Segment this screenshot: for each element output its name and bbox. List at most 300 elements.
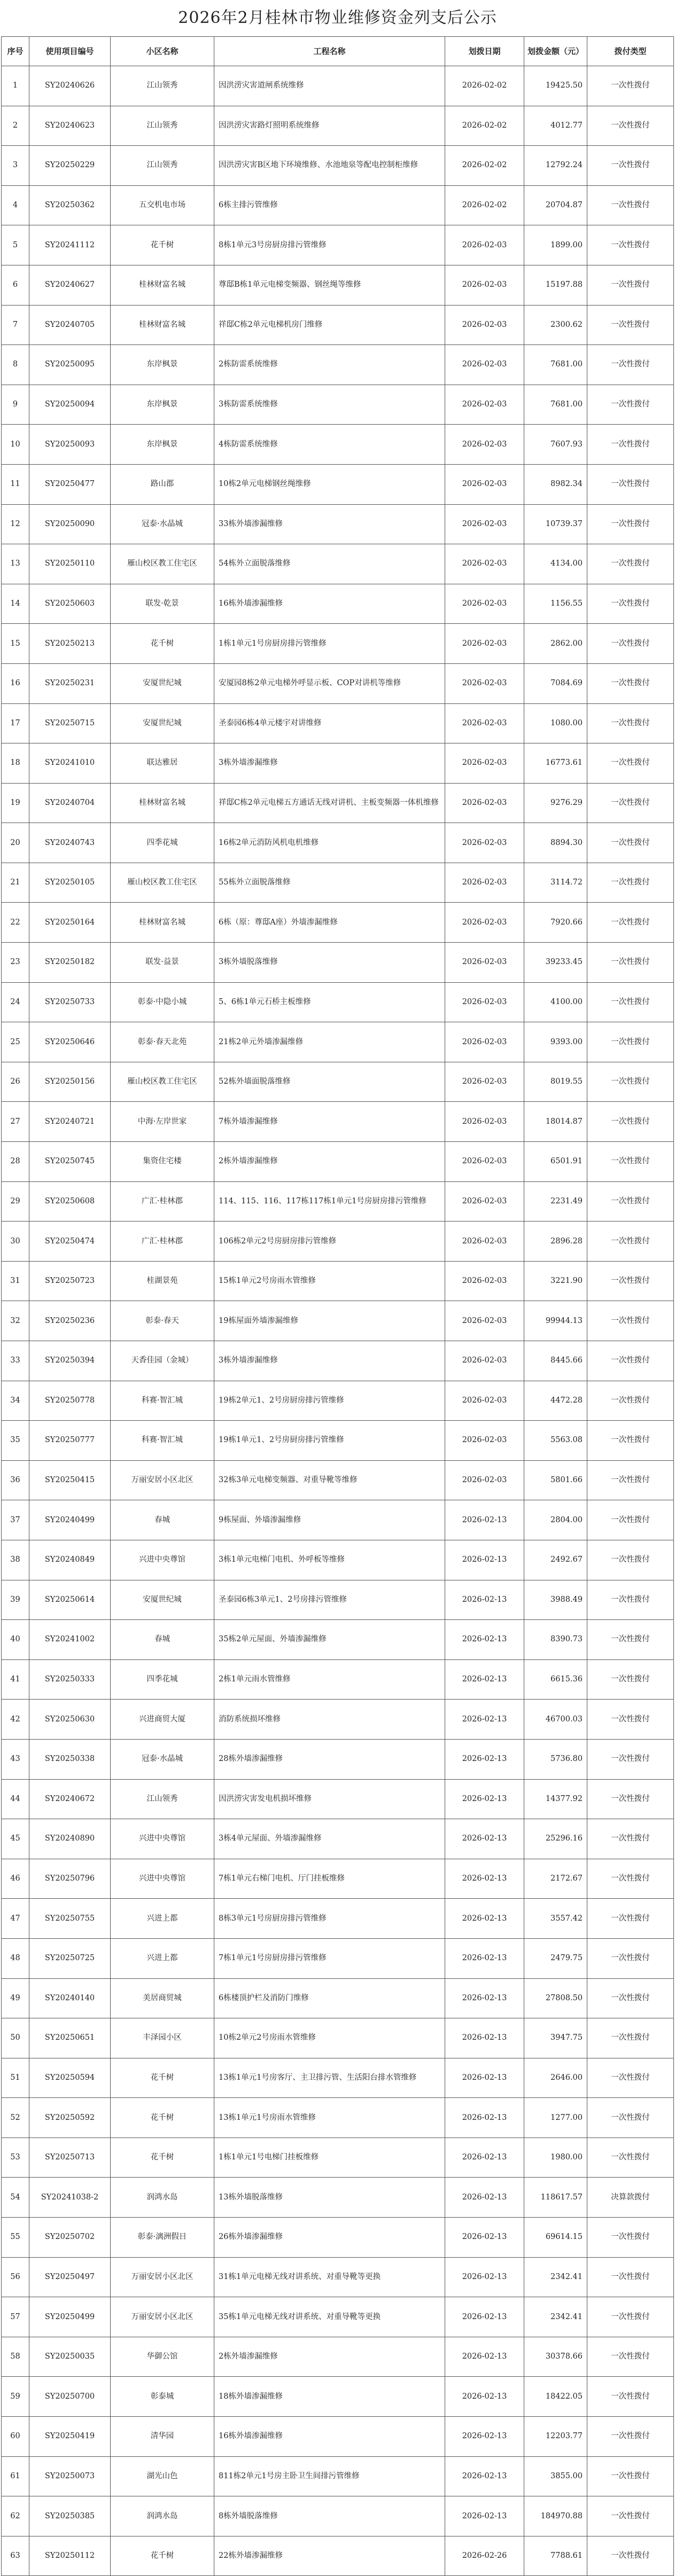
cell-amount: 6615.36	[524, 1659, 587, 1700]
cell-project: 尊邸B栋1单元电梯变频器、钢丝绳等维修	[214, 265, 445, 305]
cell-area: 彰泰·中隐小城	[111, 982, 214, 1022]
cell-type: 一次性拨付	[587, 1142, 674, 1182]
cell-amount: 3557.42	[524, 1899, 587, 1939]
cell-area: 江山领秀	[111, 1779, 214, 1819]
cell-type: 一次性拨付	[587, 305, 674, 345]
cell-amount: 6501.91	[524, 1142, 587, 1182]
cell-project: 3栋4单元屋面、外墙渗漏维修	[214, 1819, 445, 1859]
cell-date: 2026-02-03	[445, 1102, 524, 1142]
cell-project: 28栋外墙渗漏维修	[214, 1739, 445, 1779]
cell-amount: 8894.30	[524, 823, 587, 863]
cell-type: 一次性拨付	[587, 2218, 674, 2258]
cell-date: 2026-02-13	[445, 2098, 524, 2138]
cell-amount: 69614.15	[524, 2218, 587, 2258]
cell-project: 811栋2单元1号房主卧卫生间排污管维修	[214, 2456, 445, 2496]
cell-no: 25	[2, 1022, 29, 1062]
cell-code: SY20240627	[29, 265, 111, 305]
cell-amount: 7920.66	[524, 903, 587, 943]
cell-amount: 2231.49	[524, 1181, 587, 1222]
cell-amount: 1980.00	[524, 2137, 587, 2178]
cell-date: 2026-02-13	[445, 1859, 524, 1899]
table-row	[2, 464, 674, 504]
cell-date: 2026-02-03	[445, 305, 524, 345]
cell-amount: 4472.28	[524, 1381, 587, 1421]
cell-no: 4	[2, 185, 29, 225]
cell-project: 2栋防雷系统维修	[214, 345, 445, 385]
cell-type: 一次性拨付	[587, 1341, 674, 1381]
cell-code: SY20250603	[29, 584, 111, 624]
cell-code: SY20250415	[29, 1460, 111, 1500]
cell-code: SY20250094	[29, 385, 111, 425]
cell-date: 2026-02-13	[445, 2178, 524, 2218]
cell-type: 一次性拨付	[587, 982, 674, 1022]
cell-project: 2栋外墙渗漏维修	[214, 2337, 445, 2377]
cell-no: 37	[2, 1500, 29, 1540]
cell-date: 2026-02-13	[445, 1978, 524, 2018]
cell-project: 5、6栋1单元石桥主板维修	[214, 982, 445, 1022]
cell-area: 四季花城	[111, 823, 214, 863]
cell-no: 35	[2, 1421, 29, 1461]
page-title: 2026年2月桂林市物业维修资金列支后公示	[178, 9, 497, 27]
cell-date: 2026-02-13	[445, 1700, 524, 1740]
cell-project: 7栋1单元右梯门电机、厅门挂板维修	[214, 1859, 445, 1899]
cell-type: 一次性拨付	[587, 1859, 674, 1899]
cell-area: 集资住宅楼	[111, 1142, 214, 1182]
cell-date: 2026-02-13	[445, 1938, 524, 1978]
cell-amount: 25296.16	[524, 1819, 587, 1859]
cell-date: 2026-02-03	[445, 1142, 524, 1182]
cell-date: 2026-02-03	[445, 425, 524, 465]
cell-project: 114、115、116、117栋117栋1单元1号房厨房排污管维修	[214, 1181, 445, 1222]
cell-code: SY20250236	[29, 1301, 111, 1341]
table-row	[2, 1222, 674, 1262]
cell-date: 2026-02-13	[445, 2257, 524, 2297]
cell-no: 62	[2, 2496, 29, 2536]
cell-code: SY20240849	[29, 1540, 111, 1580]
cell-no: 63	[2, 2536, 29, 2576]
cell-project: 13栋1单元1号房客厅、主卫排污管、生活阳台排水管维修	[214, 2058, 445, 2098]
table-row	[2, 2218, 674, 2258]
cell-amount: 184970.88	[524, 2496, 587, 2536]
cell-project: 19栋2单元1、2号房厨房排污管维修	[214, 1381, 445, 1421]
cell-type: 一次性拨付	[587, 504, 674, 544]
cell-code: SY20250333	[29, 1659, 111, 1700]
cell-no: 53	[2, 2137, 29, 2178]
cell-type: 一次性拨付	[587, 1181, 674, 1222]
cell-no: 28	[2, 1142, 29, 1182]
cell-date: 2026-02-03	[445, 1301, 524, 1341]
cell-amount: 118617.57	[524, 2178, 587, 2218]
table-row	[2, 146, 674, 186]
table-row	[2, 663, 674, 703]
cell-code: SY20250112	[29, 2536, 111, 2576]
table-row	[2, 2337, 674, 2377]
cell-type: 决算款拨付	[587, 2178, 674, 2218]
cell-no: 52	[2, 2098, 29, 2138]
cell-type: 一次性拨付	[587, 2058, 674, 2098]
cell-amount: 2342.41	[524, 2297, 587, 2337]
cell-code: SY20250073	[29, 2456, 111, 2496]
table-row	[2, 2417, 674, 2457]
cell-area: 兴进中央尊馆	[111, 1819, 214, 1859]
cell-amount: 30378.66	[524, 2337, 587, 2377]
table-row	[2, 2058, 674, 2098]
cell-area: 安厦世纪城	[111, 703, 214, 743]
table-row	[2, 1341, 674, 1381]
cell-amount: 5736.80	[524, 1739, 587, 1779]
cell-date: 2026-02-02	[445, 106, 524, 146]
cell-code: SY20250713	[29, 2137, 111, 2178]
cell-project: 8栋3单元1号房厨房排污管维修	[214, 1899, 445, 1939]
cell-area: 江山领秀	[111, 66, 214, 106]
cell-no: 19	[2, 783, 29, 823]
table-row	[2, 106, 674, 146]
cell-project: 52栋外墙面脱落维修	[214, 1062, 445, 1102]
cell-date: 2026-02-13	[445, 2496, 524, 2536]
cell-code: SY20250796	[29, 1859, 111, 1899]
cell-date: 2026-02-02	[445, 185, 524, 225]
cell-no: 16	[2, 663, 29, 703]
cell-area: 花千树	[111, 225, 214, 265]
cell-project: 祥邸C栋2单元电梯机房门维修	[214, 305, 445, 345]
cell-code: SY20250110	[29, 544, 111, 584]
cell-code: SY20250646	[29, 1022, 111, 1062]
cell-area: 花千树	[111, 2058, 214, 2098]
cell-area: 中海·左岸世家	[111, 1102, 214, 1142]
cell-no: 51	[2, 2058, 29, 2098]
cell-no: 30	[2, 1222, 29, 1262]
cell-project: 16栋2单元消防风机电机维修	[214, 823, 445, 863]
cell-type: 一次性拨付	[587, 2456, 674, 2496]
cell-amount: 3855.00	[524, 2456, 587, 2496]
cell-amount: 12203.77	[524, 2417, 587, 2457]
cell-project: 3栋1单元电梯门电机、外呼板等维修	[214, 1540, 445, 1580]
cell-code: SY20250733	[29, 982, 111, 1022]
cell-type: 一次性拨付	[587, 1460, 674, 1500]
cell-amount: 4134.00	[524, 544, 587, 584]
table-row	[2, 1301, 674, 1341]
cell-code: SY20240704	[29, 783, 111, 823]
cell-no: 56	[2, 2257, 29, 2297]
cell-code: SY20240623	[29, 106, 111, 146]
cell-amount: 16773.61	[524, 743, 587, 784]
cell-no: 46	[2, 1859, 29, 1899]
cell-project: 2栋外墙渗漏维修	[214, 1142, 445, 1182]
cell-no: 27	[2, 1102, 29, 1142]
cell-amount: 5563.08	[524, 1421, 587, 1461]
cell-project: 消防系统损坏维修	[214, 1700, 445, 1740]
cell-project: 因洪涝灾害B区地下环境维修、水池地泉等配电控制柜维修	[214, 146, 445, 186]
table-row	[2, 982, 674, 1022]
cell-project: 35栋1单元电梯无线对讲系统、对重导靴等更换	[214, 2297, 445, 2337]
cell-amount: 2646.00	[524, 2058, 587, 2098]
cell-code: SY20250608	[29, 1181, 111, 1222]
header-amount: 划拨金额（元）	[524, 37, 587, 66]
cell-area: 冠泰·水晶城	[111, 504, 214, 544]
cell-no: 41	[2, 1659, 29, 1700]
cell-no: 54	[2, 2178, 29, 2218]
cell-code: SY20241010	[29, 743, 111, 784]
cell-date: 2026-02-03	[445, 1181, 524, 1222]
table-row	[2, 185, 674, 225]
table-row	[2, 1102, 674, 1142]
cell-type: 一次性拨付	[587, 1062, 674, 1102]
cell-type: 一次性拨付	[587, 1580, 674, 1620]
cell-area: 联达雅居	[111, 743, 214, 784]
table-row	[2, 1580, 674, 1620]
cell-code: SY20250755	[29, 1899, 111, 1939]
table-row	[2, 345, 674, 385]
cell-no: 1	[2, 66, 29, 106]
cell-code: SY20250723	[29, 1261, 111, 1301]
cell-amount: 3988.49	[524, 1580, 587, 1620]
cell-date: 2026-02-26	[445, 2536, 524, 2576]
cell-date: 2026-02-03	[445, 464, 524, 504]
cell-type: 一次性拨付	[587, 2137, 674, 2178]
cell-code: SY20250725	[29, 1938, 111, 1978]
cell-type: 一次性拨付	[587, 2337, 674, 2377]
cell-project: 8栋外墙脱落维修	[214, 2496, 445, 2536]
cell-project: 8栋1单元3号房厨房排污管维修	[214, 225, 445, 265]
cell-no: 20	[2, 823, 29, 863]
table-row	[2, 1062, 674, 1102]
cell-code: SY20250499	[29, 2297, 111, 2337]
cell-type: 一次性拨付	[587, 943, 674, 983]
cell-area: 万丽安居小区北区	[111, 2297, 214, 2337]
cell-type: 一次性拨付	[587, 2377, 674, 2417]
table-row	[2, 1739, 674, 1779]
table-row	[2, 1620, 674, 1660]
table-row	[2, 783, 674, 823]
cell-no: 57	[2, 2297, 29, 2337]
cell-project: 106栋2单元2号房厨房排污管维修	[214, 1222, 445, 1262]
cell-type: 一次性拨付	[587, 1819, 674, 1859]
cell-date: 2026-02-03	[445, 265, 524, 305]
cell-code: SY20250594	[29, 2058, 111, 2098]
cell-amount: 3221.90	[524, 1261, 587, 1301]
cell-date: 2026-02-03	[445, 1261, 524, 1301]
cell-type: 一次性拨付	[587, 703, 674, 743]
cell-date: 2026-02-03	[445, 903, 524, 943]
table-row	[2, 1779, 674, 1819]
cell-type: 一次性拨付	[587, 624, 674, 664]
table-row	[2, 305, 674, 345]
cell-code: SY20250745	[29, 1142, 111, 1182]
table-header-row	[2, 37, 674, 66]
cell-date: 2026-02-03	[445, 624, 524, 664]
cell-area: 万丽安居小区北区	[111, 2257, 214, 2297]
table-row	[2, 1261, 674, 1301]
cell-project: 33栋外墙渗漏维修	[214, 504, 445, 544]
cell-area: 科赛·智汇城	[111, 1381, 214, 1421]
cell-type: 一次性拨付	[587, 2297, 674, 2337]
table-row	[2, 1859, 674, 1899]
cell-no: 58	[2, 2337, 29, 2377]
cell-type: 一次性拨付	[587, 1739, 674, 1779]
cell-project: 19栋屋面外墙渗漏维修	[214, 1301, 445, 1341]
cell-amount: 2862.00	[524, 624, 587, 664]
table-row	[2, 504, 674, 544]
table-row	[2, 1460, 674, 1500]
cell-area: 华御公馆	[111, 2337, 214, 2377]
cell-amount: 5801.66	[524, 1460, 587, 1500]
cell-area: 东岸枫景	[111, 345, 214, 385]
cell-project: 26栋外墙渗漏维修	[214, 2218, 445, 2258]
cell-amount: 1080.00	[524, 703, 587, 743]
cell-date: 2026-02-13	[445, 2218, 524, 2258]
cell-project: 因洪涝灾害路灯照明系统维修	[214, 106, 445, 146]
cell-date: 2026-02-03	[445, 584, 524, 624]
cell-project: 7栋外墙渗漏维修	[214, 1102, 445, 1142]
table-row	[2, 863, 674, 903]
cell-area: 润鸿水岛	[111, 2496, 214, 2536]
cell-amount: 1899.00	[524, 225, 587, 265]
cell-no: 59	[2, 2377, 29, 2417]
cell-date: 2026-02-03	[445, 1341, 524, 1381]
cell-code: SY20250229	[29, 146, 111, 186]
table-row	[2, 1540, 674, 1580]
cell-code: SY20240721	[29, 1102, 111, 1142]
cell-no: 31	[2, 1261, 29, 1301]
cell-area: 丰泽园小区	[111, 2018, 214, 2058]
cell-no: 39	[2, 1580, 29, 1620]
cell-area: 彰泰·春天	[111, 1301, 214, 1341]
cell-project: 6栋楼顶护栏及消防门维修	[214, 1978, 445, 2018]
cell-project: 3栋外墙渗漏维修	[214, 743, 445, 784]
table-row	[2, 66, 674, 106]
table-row	[2, 2257, 674, 2297]
cell-type: 一次性拨付	[587, 663, 674, 703]
cell-date: 2026-02-13	[445, 1580, 524, 1620]
cell-no: 21	[2, 863, 29, 903]
cell-date: 2026-02-13	[445, 2137, 524, 2178]
cell-type: 一次性拨付	[587, 743, 674, 784]
cell-amount: 9393.00	[524, 1022, 587, 1062]
cell-code: SY20250592	[29, 2098, 111, 2138]
cell-project: 13栋1单元1号房雨水管维修	[214, 2098, 445, 2138]
cell-type: 一次性拨付	[587, 1301, 674, 1341]
cell-no: 49	[2, 1978, 29, 2018]
cell-area: 美居商贸城	[111, 1978, 214, 2018]
cell-amount: 39233.45	[524, 943, 587, 983]
cell-area: 天香佳园（金城）	[111, 1341, 214, 1381]
cell-date: 2026-02-03	[445, 783, 524, 823]
cell-code: SY20250651	[29, 2018, 111, 2058]
table-row	[2, 2377, 674, 2417]
cell-no: 60	[2, 2417, 29, 2457]
cell-area: 春城	[111, 1500, 214, 1540]
cell-code: SY20241112	[29, 225, 111, 265]
cell-area: 彰泰·漓洲假日	[111, 2218, 214, 2258]
cell-type: 一次性拨付	[587, 225, 674, 265]
cell-code: SY20240140	[29, 1978, 111, 2018]
cell-project: 因洪涝灾害发电机损坏维修	[214, 1779, 445, 1819]
cell-amount: 8019.55	[524, 1062, 587, 1102]
cell-area: 四季花城	[111, 1659, 214, 1700]
cell-code: SY20250156	[29, 1062, 111, 1102]
cell-project: 3栋外墙渗漏维修	[214, 1341, 445, 1381]
cell-type: 一次性拨付	[587, 185, 674, 225]
cell-no: 26	[2, 1062, 29, 1102]
cell-area: 桂林财富名城	[111, 265, 214, 305]
cell-type: 一次性拨付	[587, 1222, 674, 1262]
header-date: 划拨日期	[445, 37, 524, 66]
cell-date: 2026-02-03	[445, 703, 524, 743]
cell-code: SY20250777	[29, 1421, 111, 1461]
cell-date: 2026-02-03	[445, 943, 524, 983]
cell-code: SY20240499	[29, 1500, 111, 1540]
cell-type: 一次性拨付	[587, 106, 674, 146]
table-row	[2, 1899, 674, 1939]
cell-area: 东岸枫景	[111, 425, 214, 465]
cell-code: SY20250095	[29, 345, 111, 385]
cell-date: 2026-02-03	[445, 982, 524, 1022]
cell-no: 40	[2, 1620, 29, 1660]
cell-code: SY20240705	[29, 305, 111, 345]
cell-date: 2026-02-03	[445, 1421, 524, 1461]
cell-project: 21栋2单元外墙渗漏维修	[214, 1022, 445, 1062]
cell-type: 一次性拨付	[587, 783, 674, 823]
cell-project: 7栋1单元1号房厨房排污管维修	[214, 1938, 445, 1978]
cell-amount: 46700.03	[524, 1700, 587, 1740]
table-row	[2, 1659, 674, 1700]
cell-no: 48	[2, 1938, 29, 1978]
cell-area: 兴进上都	[111, 1899, 214, 1939]
cell-area: 东岸枫景	[111, 385, 214, 425]
table-row	[2, 1181, 674, 1222]
cell-code: SY20250362	[29, 185, 111, 225]
cell-project: 1栋1单元1号房厨房排污管维修	[214, 624, 445, 664]
cell-code: SY20250105	[29, 863, 111, 903]
cell-date: 2026-02-03	[445, 1381, 524, 1421]
cell-no: 36	[2, 1460, 29, 1500]
cell-no: 18	[2, 743, 29, 784]
table-row	[2, 743, 674, 784]
cell-amount: 7084.69	[524, 663, 587, 703]
cell-type: 一次性拨付	[587, 464, 674, 504]
cell-type: 一次性拨付	[587, 1540, 674, 1580]
cell-type: 一次性拨付	[587, 2417, 674, 2457]
cell-area: 科赛·智汇城	[111, 1421, 214, 1461]
cell-code: SY20250164	[29, 903, 111, 943]
cell-code: SY20250035	[29, 2337, 111, 2377]
cell-date: 2026-02-13	[445, 1819, 524, 1859]
cell-type: 一次性拨付	[587, 345, 674, 385]
table-row	[2, 2456, 674, 2496]
cell-amount: 8982.34	[524, 464, 587, 504]
cell-area: 安厦世纪城	[111, 1580, 214, 1620]
cell-code: SY20250213	[29, 624, 111, 664]
cell-code: SY20250474	[29, 1222, 111, 1262]
cell-type: 一次性拨付	[587, 1779, 674, 1819]
cell-amount: 27808.50	[524, 1978, 587, 2018]
cell-area: 安厦世纪城	[111, 663, 214, 703]
table-row	[2, 1978, 674, 2018]
cell-type: 一次性拨付	[587, 823, 674, 863]
cell-no: 45	[2, 1819, 29, 1859]
cell-date: 2026-02-03	[445, 743, 524, 784]
table-row	[2, 1142, 674, 1182]
cell-amount: 20704.87	[524, 185, 587, 225]
cell-project: 6栋主排污管维修	[214, 185, 445, 225]
cell-type: 一次性拨付	[587, 1978, 674, 2018]
cell-amount: 1277.00	[524, 2098, 587, 2138]
table-row	[2, 1819, 674, 1859]
cell-amount: 2804.00	[524, 1500, 587, 1540]
cell-area: 雁山校区教工住宅区	[111, 863, 214, 903]
cell-no: 11	[2, 464, 29, 504]
disbursement-table	[1, 36, 674, 2576]
